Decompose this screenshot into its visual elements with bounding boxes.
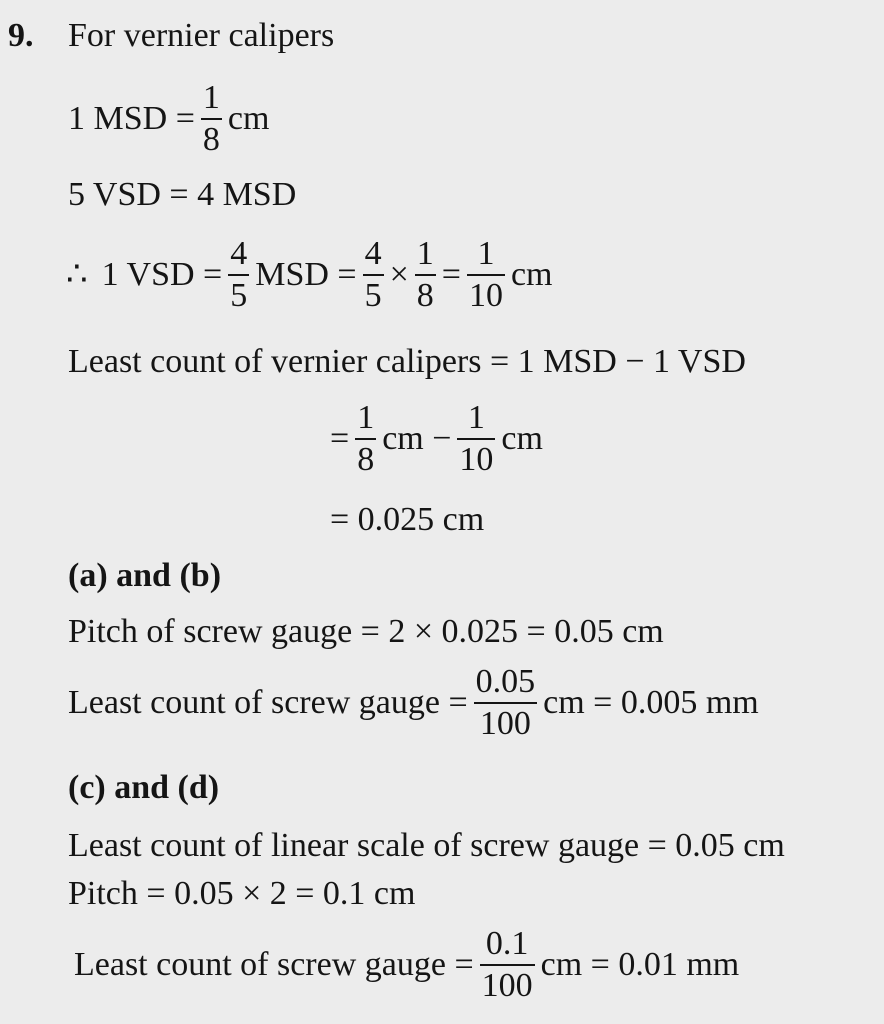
vsd-unit: cm xyxy=(510,256,553,293)
frac-den: 10 xyxy=(468,277,503,314)
lc-cd-rhs: cm = 0.01 mm xyxy=(540,946,740,983)
frac-num: 1 xyxy=(416,235,434,272)
frac-num: 0.05 xyxy=(475,663,536,700)
equation-lc-result: = 0.025 cm xyxy=(330,501,485,538)
frac-den: 10 xyxy=(459,441,494,478)
fraction-one-eighth-2 xyxy=(415,236,436,314)
frac-bar xyxy=(363,274,384,276)
frac-den: 5 xyxy=(364,277,382,314)
frac-bar xyxy=(480,964,535,966)
fraction-four-fifths xyxy=(228,236,249,314)
frac-bar xyxy=(228,274,249,276)
vsd-lhs: 1 VSD = xyxy=(101,256,223,293)
lc-ab-lhs: Least count of screw gauge = xyxy=(68,684,468,721)
frac-bar xyxy=(457,438,495,440)
equation-lc-vernier: Least count of vernier calipers = 1 MSD − 1 VSD xyxy=(68,343,746,380)
frac-num: 1 xyxy=(202,79,220,116)
frac-bar xyxy=(415,274,436,276)
frac-num: 1 xyxy=(477,235,495,272)
fraction-one-tenth-2 xyxy=(457,400,495,478)
equation-one-vsd xyxy=(66,236,553,314)
fraction-005-over-100 xyxy=(474,664,538,742)
equation-linear-cd: Least count of linear scale of screw gauge = 0.05 cm xyxy=(68,827,785,864)
equation-lc-ab xyxy=(68,664,759,742)
frac-num: 4 xyxy=(364,235,382,272)
fraction-four-fifths-2 xyxy=(363,236,384,314)
frac-den: 8 xyxy=(416,277,434,314)
times-symbol: × xyxy=(389,256,409,293)
fraction-01-over-100 xyxy=(480,926,535,1004)
frac-bar xyxy=(474,702,538,704)
msd-unit: cm xyxy=(227,100,270,137)
msd-lhs: 1 MSD = xyxy=(68,100,195,137)
lc-ab-rhs: cm = 0.005 mm xyxy=(543,684,759,721)
heading-a-and-b: (a) and (b) xyxy=(68,557,222,594)
fraction-one-eighth xyxy=(201,80,222,158)
equation-msd xyxy=(68,80,269,158)
fraction-one-eighth-3 xyxy=(355,400,376,478)
equation-lc-step xyxy=(330,400,543,478)
lc-step-a-unit: cm − xyxy=(382,420,452,457)
frac-num: 1 xyxy=(467,399,485,436)
fraction-one-tenth xyxy=(467,236,505,314)
frac-bar xyxy=(355,438,376,440)
equals-symbol: = xyxy=(441,256,461,293)
frac-bar xyxy=(467,274,505,276)
frac-num: 4 xyxy=(230,235,248,272)
frac-den: 100 xyxy=(481,967,533,1004)
vsd-mid: MSD = xyxy=(255,256,357,293)
lc-cd-lhs: Least count of screw gauge = xyxy=(74,946,474,983)
heading-c-and-d: (c) and (d) xyxy=(68,769,220,806)
frac-den: 100 xyxy=(479,705,531,742)
frac-bar xyxy=(201,118,222,120)
heading-vernier: For vernier calipers xyxy=(68,17,335,54)
frac-den: 8 xyxy=(357,441,375,478)
lc-step-eq: = xyxy=(330,420,350,457)
frac-num: 0.1 xyxy=(485,925,529,962)
lc-step-b-unit: cm xyxy=(501,420,543,457)
question-number: 9. xyxy=(8,17,34,54)
equation-vsd-relation: 5 VSD = 4 MSD xyxy=(68,176,297,213)
equation-lc-cd xyxy=(74,926,739,1004)
therefore-symbol: ∴ xyxy=(66,256,88,293)
frac-den: 5 xyxy=(230,277,248,314)
frac-den: 8 xyxy=(202,121,220,158)
equation-pitch-ab: Pitch of screw gauge = 2 × 0.025 = 0.05 cm xyxy=(68,613,664,650)
frac-num: 1 xyxy=(357,399,375,436)
equation-pitch-cd: Pitch = 0.05 × 2 = 0.1 cm xyxy=(68,875,416,912)
